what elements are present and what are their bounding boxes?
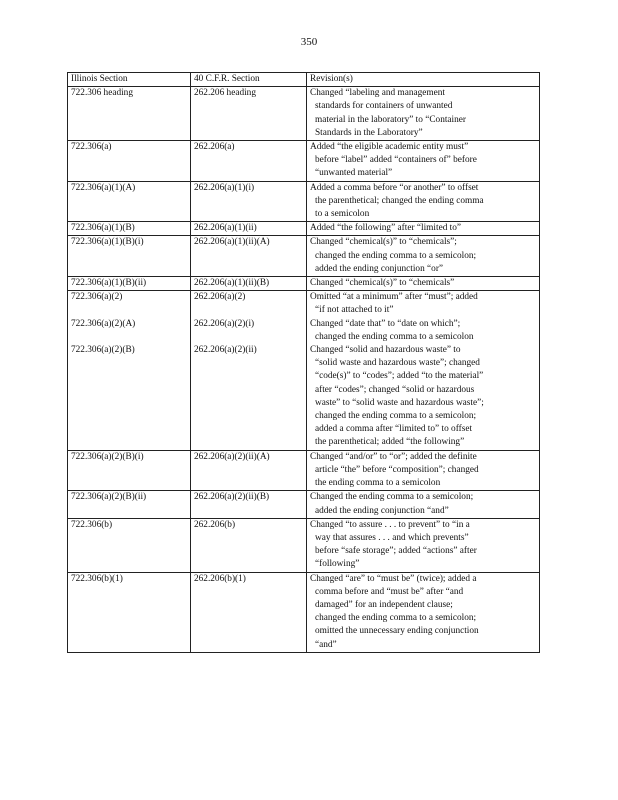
revision-line: standards for containers of unwanted (315, 101, 453, 112)
revision-line: changed the ending comma to a semicolon (315, 331, 474, 342)
illinois-section: 722.306(a)(1)(B) (71, 223, 135, 234)
cfr-section-cell (191, 277, 307, 291)
cfr-section: 262.206(b)(1) (194, 573, 246, 584)
revision-line: “following” (315, 559, 360, 570)
cfr-section-cell (191, 181, 307, 222)
revision-line: Changed “and/or” to “or”; added the definite (310, 451, 477, 462)
illinois-section-cell (68, 491, 191, 518)
revision-line: before “safe storage”; added “actions” after (315, 546, 477, 557)
revision-cell (307, 277, 540, 291)
cfr-section-cell (191, 572, 307, 652)
illinois-section: 722.306(a)(2)(B)(i) (71, 451, 144, 462)
illinois-section: 722.306(b) (71, 519, 113, 530)
revision-line: Changed “to assure . . . to prevent” to “in a (310, 519, 470, 530)
table-row (68, 181, 540, 222)
revision-line: Changed “labeling and management (310, 88, 446, 99)
illinois-section-cell (68, 291, 191, 450)
cfr-section-cell (191, 450, 307, 491)
illinois-section-cell (68, 236, 191, 277)
revisions-table (67, 72, 540, 653)
revision-cell (307, 450, 540, 491)
revision-line: way that assures . . . and which prevents” (315, 532, 469, 543)
revision-line: article “the” before “composition”; changed (315, 464, 479, 475)
revision-line: “solid waste and hazardous waste”; changed (315, 358, 480, 369)
revision-line: Changed “are” to “must be” (twice); added a (310, 573, 477, 584)
illinois-section-cell (68, 181, 191, 222)
revision-line: comma before and “must be” after “and (315, 586, 464, 597)
revision-line: Changed “solid and hazardous waste” to (310, 345, 461, 356)
revision-line: waste” to “solid waste and hazardous waste”; (315, 397, 484, 408)
illinois-section-cell (68, 572, 191, 652)
cfr-section-cell (191, 236, 307, 277)
illinois-section: 722.306(a)(1)(B)(ii) (71, 278, 147, 289)
revision-line: added the ending conjunction “or” (315, 263, 444, 274)
revision-line: Added “the eligible academic entity must” (310, 142, 469, 153)
revision-line: Changed “chemical(s)” to “chemicals”; (310, 237, 457, 248)
cfr-section-cell (191, 87, 307, 141)
revision-cell (307, 518, 540, 572)
illinois-section: 722.306(a)(2)(A) (71, 318, 136, 329)
cfr-section: 262.206(a)(1)(ii)(B) (194, 278, 270, 289)
cfr-section-cell (191, 222, 307, 236)
revision-line: before “label” added “containers of” before (315, 155, 477, 166)
illinois-section: 722.306(a)(1)(A) (71, 182, 136, 193)
cfr-section-cell (191, 491, 307, 518)
revision-line: Standards in the Laboratory” (315, 127, 423, 138)
table-row (68, 572, 540, 652)
illinois-section: 722.306(a) (71, 142, 112, 153)
illinois-section: 722.306 heading (71, 88, 133, 99)
illinois-section-cell (68, 141, 191, 182)
table-row (68, 291, 540, 450)
cfr-section: 262.206(a)(2)(ii)(B) (194, 492, 270, 503)
cfr-section: 262.206(a)(2)(i) (194, 318, 255, 329)
illinois-section-cell (68, 450, 191, 491)
revision-cell (307, 141, 540, 182)
revision-line: the parenthetical; added “the following” (315, 437, 465, 448)
table-row (68, 518, 540, 572)
revision-line: after “codes”; changed “solid or hazardous (315, 384, 475, 395)
revision-line: changed the ending comma to a semicolon; (315, 411, 477, 422)
illinois-section: 722.306(a)(2) (71, 292, 123, 303)
cfr-section-cell (191, 518, 307, 572)
revision-line: Changed the ending comma to a semicolon; (310, 492, 474, 503)
table-row (68, 222, 540, 236)
illinois-section: 722.306(a)(2)(B) (71, 345, 135, 356)
revision-cell (307, 222, 540, 236)
header-cfr-section: 40 C.F.R. Section (191, 73, 307, 87)
revision-line: Changed “chemical(s)” to “chemicals” (310, 278, 455, 289)
page-number: 350 (300, 36, 318, 48)
cfr-section: 262.206(a)(1)(i) (194, 182, 255, 193)
revision-line: Omitted “at a minimum” after “must”; added (310, 292, 478, 303)
table-row (68, 236, 540, 277)
revision-line: changed the ending comma to a semicolon; (315, 250, 477, 261)
illinois-section-cell (68, 87, 191, 141)
cfr-section: 262.206(a)(2) (194, 292, 246, 303)
revision-cell (307, 491, 540, 518)
revision-line: omitted the unnecessary ending conjunction (315, 626, 479, 637)
revision-line: Added “the following” after “limited to” (310, 223, 462, 234)
header-revisions: Revision(s) (307, 73, 540, 87)
cfr-section: 262.206(b) (194, 519, 236, 530)
revision-line: the ending comma to a semicolon (315, 478, 441, 489)
cfr-section-cell (191, 291, 307, 450)
illinois-section-cell (68, 518, 191, 572)
illinois-section-cell (68, 222, 191, 236)
revision-line: “and” (315, 639, 337, 650)
table-row (68, 450, 540, 491)
revision-line: “unwanted material” (315, 168, 393, 179)
cfr-section-cell (191, 141, 307, 182)
cfr-section: 262.206(a)(1)(ii)(A) (194, 237, 270, 248)
revision-line: damaged” for an independent clause; (315, 599, 453, 610)
revision-cell (307, 236, 540, 277)
table-row (68, 141, 540, 182)
revision-line: Added a comma before “or another” to offset (310, 182, 479, 193)
illinois-section-cell (68, 277, 191, 291)
revision-cell (307, 87, 540, 141)
table-header-row (68, 73, 540, 87)
header-illinois-section: Illinois Section (68, 73, 191, 87)
revision-line: “if not attached to it” (315, 305, 394, 316)
revision-line: changed the ending comma to a semicolon; (315, 613, 477, 624)
revision-line: added the ending conjunction “and” (315, 505, 449, 516)
revision-line: “code(s)” to “codes”; added “to the material” (315, 371, 484, 382)
revision-line: the parenthetical; changed the ending comma (315, 195, 484, 206)
revision-line: to a semicolon (315, 209, 370, 220)
revision-line: Changed “date that” to “date on which”; (310, 318, 461, 329)
revision-line: material in the laboratory” to “Container (315, 114, 467, 125)
cfr-section: 262.206 heading (194, 88, 256, 99)
revision-line: added a comma after “limited to” to offset (315, 424, 473, 435)
table-row (68, 277, 540, 291)
table-row (68, 87, 540, 141)
table-body (68, 87, 540, 653)
cfr-section: 262.206(a)(1)(ii) (194, 223, 257, 234)
cfr-section: 262.206(a)(2)(ii)(A) (194, 451, 270, 462)
illinois-section: 722.306(b)(1) (71, 573, 123, 584)
revision-cell (307, 181, 540, 222)
revision-cell (307, 572, 540, 652)
cfr-section: 262.206(a)(2)(ii) (194, 345, 257, 356)
illinois-section: 722.306(a)(1)(B)(i) (71, 237, 144, 248)
cfr-section: 262.206(a) (194, 142, 235, 153)
revision-cell (307, 291, 540, 450)
illinois-section: 722.306(a)(2)(B)(ii) (71, 492, 147, 503)
table-row (68, 491, 540, 518)
